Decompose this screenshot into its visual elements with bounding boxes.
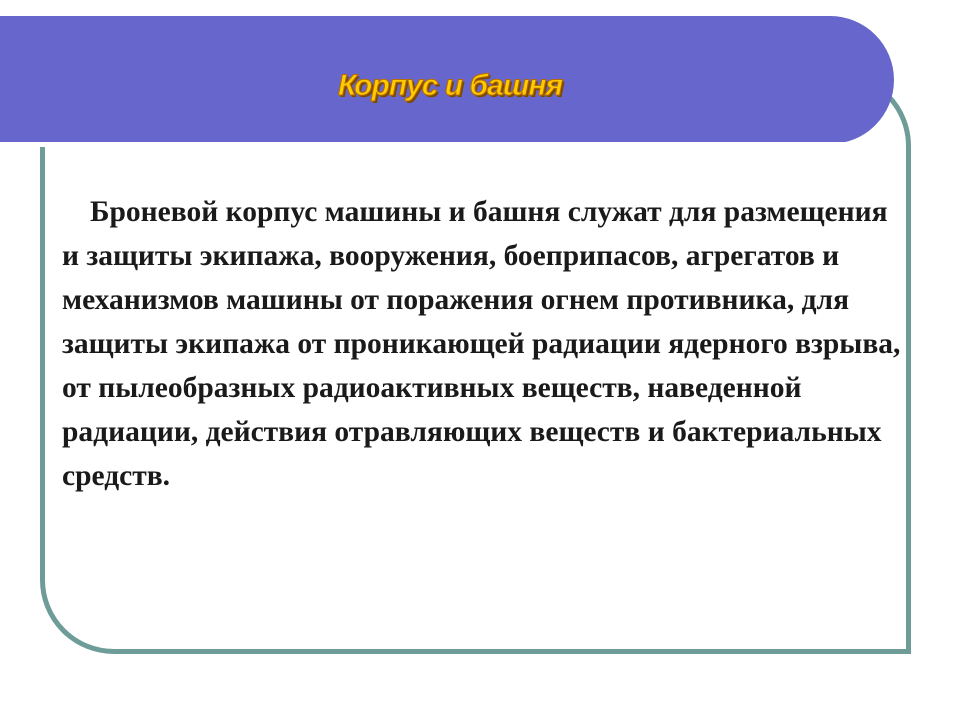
slide-body-text: Броневой корпус машины и башня служат для размещения и защиты экипажа, вооружения, боеприпасов, агрегатов и механизмов машины от поражения огнем противника, для защиты экипажа от проникающей радиации ядерного взрыва, от пылеобразных радиоактивных веществ, наведенной радиации, действия отравляющих веществ и бактериальных средств. (62, 196, 901, 492)
title-underline-rule (0, 142, 848, 147)
slide-title: Корпус и башня (337, 69, 563, 102)
